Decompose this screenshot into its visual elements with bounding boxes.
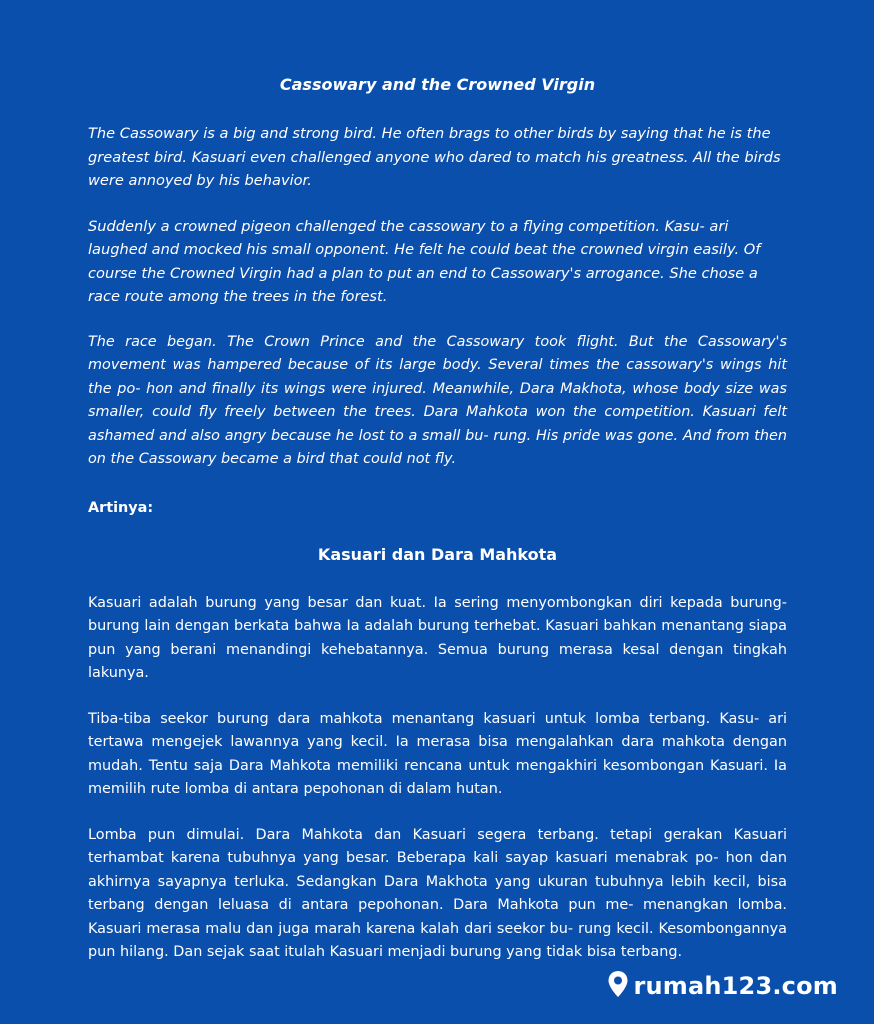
indonesian-paragraph-1: Kasuari adalah burung yang besar dan kuat. Ia sering menyombongkan diri kepada burung-burung lain dengan berkata bahwa Ia adalah burung terhebat. Kasuari bahkan menantang siapa pun yang berani menandingi kehebatannya. Semua burung merasa kesal dengan tingkah lakunya. (88, 594, 787, 681)
rumah123-logo (607, 970, 838, 1002)
story-content (88, 74, 787, 987)
logo-text: rumah123.com (633, 972, 838, 1000)
indonesian-paragraph-2: Tiba-tiba seekor burung dara mahkota menantang kasuari untuk lomba terbang. Kasu- ari tertawa mengejek lawannya yang kecil. Ia merasa bisa mengalahkan dara mahkota dengan mudah. Tentu saja Dara Mahkota memiliki rencana untuk mengakhiri kesombongan Kasuari. Ia memilih rute lomba di antara pepohonan di dalam hutan. (88, 710, 787, 797)
indonesian-title: Kasuari dan Dara Mahkota (317, 544, 558, 564)
indonesian-paragraph-3: Lomba pun dimulai. Dara Mahkota dan Kasuari segera terbang. tetapi gerakan Kasuari terhambat karena tubuhnya yang besar. Beberapa kali sayap kasuari menabrak po- hon dan akhirnya sayapnya terluka. Sedangkan Dara Makhota yang ukuran tubuhnya lebih kecil, bisa terbang dengan leluasa di antara pepohonan. Dara Mahkota pun me- menangkan lomba. Kasuari merasa malu dan juga marah karena kalah dari seekor bu- rung kecil. Kesombongannya pun hilang. Dan sejak saat itulah Kasuari menjadi burung yang tidak bisa terbang. (88, 826, 787, 960)
english-paragraph-2: Suddenly a crowned pigeon challenged the cassowary to a flying competition. Kasu- ari laughed and mocked his small opponent. He felt he could beat the crowned virgin easily. Of course the Crowned Virgin had a plan to put an end to Cassowary's arrogance. She chose a race route among the trees in the forest. (88, 217, 761, 305)
english-paragraph-1: The Cassowary is a big and strong bird. He often brags to other birds by saying that he is the greatest bird. Kasuari even challenged anyone who dared to match his greatness. All the birds were annoyed by his behavior. (88, 125, 781, 189)
english-paragraph-3: The race began. The Crown Prince and the Cassowary took flight. But the Cassowary's movement was hampered because of its large body. Several times the cassowary's wings hit the po- hon and finally its wings were injured. Meanwhile, Dara Makhota, whose body size was smaller, could fly freely between the trees. Dara Mahkota won the competition. Kasuari felt ashamed and also angry because he lost to a small bu- rung. His pride was gone. And from then on the Cassowary became a bird that could not fly. (88, 333, 787, 467)
location-pin-icon (607, 970, 629, 1002)
english-title: Cassowary and the Crowned Virgin (279, 75, 596, 94)
artinya-label: Artinya: (88, 499, 154, 516)
